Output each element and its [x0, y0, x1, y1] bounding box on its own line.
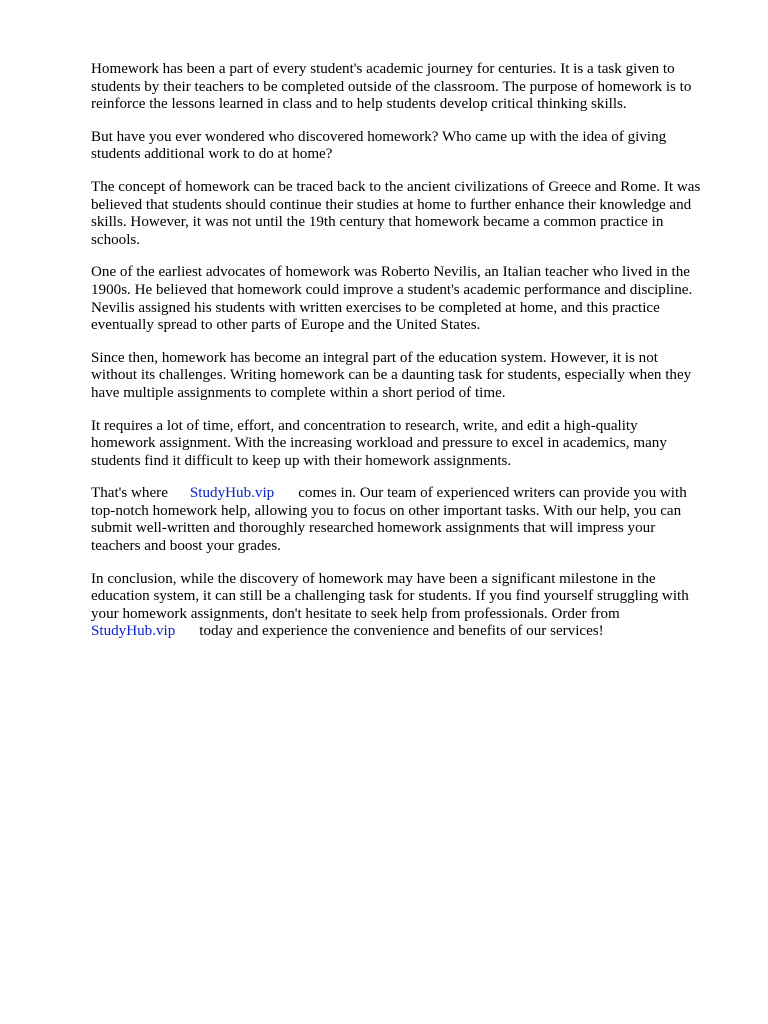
- text-line: Nevilis assigned his students with written exercises to be completed at home, and this practice: [91, 299, 660, 316]
- text-line: reinforce the lessons learned in class and to help students develop critical thinking skills.: [91, 96, 627, 113]
- text-line: believed that students should continue their studies at home to further enhance their knowledge and: [91, 196, 692, 213]
- text-line: Since then, homework has become an integral part of the education system. However, it is not: [91, 349, 658, 366]
- paragraph-intro: [91, 61, 728, 114]
- text-line: One of the earliest advocates of homework was Roberto Nevilis, an Italian teacher who lived in the: [91, 264, 690, 281]
- text-line: eventually spread to other parts of Europe and the United States.: [91, 317, 481, 334]
- text-line: students by their teachers to be completed outside of the classroom. The purpose of homework is to: [91, 78, 692, 95]
- text-line: But have you ever wondered who discovered homework? Who came up with the idea of giving: [91, 128, 667, 145]
- text-line: submit well-written and thoroughly researched homework assignments that will impress your: [91, 520, 656, 537]
- text-line: students find it difficult to keep up with their homework assignments.: [91, 452, 512, 469]
- text-line: 1900s. He believed that homework could improve a student's academic performance and discipline.: [91, 281, 693, 298]
- text-line-with-link: [91, 485, 728, 503]
- text-line: It requires a lot of time, effort, and concentration to research, write, and edit a high-quality: [91, 417, 638, 434]
- text-segment: That's where: [91, 485, 168, 502]
- text-line: skills. However, it was not until the 19th century that homework became a common practice in: [91, 214, 664, 231]
- text-segment: today and experience the convenience and benefits of our services!: [199, 623, 604, 640]
- text-line: In conclusion, while the discovery of homework may have been a significant milestone in the: [91, 570, 656, 587]
- text-line: your homework assignments, don't hesitate to seek help from professionals. Order from: [91, 605, 620, 622]
- text-line: top-notch homework help, allowing you to focus on other important tasks. With our help, you can: [91, 502, 682, 519]
- paragraph-nevilis: [91, 264, 728, 334]
- paragraph-origins: [91, 179, 728, 249]
- text-line: education system, it can still be a challenging task for students. If you find yourself struggling with: [91, 588, 689, 605]
- text-line: The concept of homework can be traced back to the ancient civilizations of Greece and Rome. It was: [91, 178, 701, 195]
- studyhub-link[interactable]: StudyHub.vip: [91, 623, 176, 640]
- paragraph-conclusion: [91, 571, 728, 641]
- text-line: have multiple assignments to complete within a short period of time.: [91, 384, 506, 401]
- text-line: schools.: [91, 231, 141, 248]
- text-line: students additional work to do at home?: [91, 146, 333, 163]
- studyhub-link[interactable]: StudyHub.vip: [189, 485, 275, 502]
- paragraph-promo: [91, 485, 728, 555]
- paragraph-effort: [91, 418, 728, 471]
- paragraph-question: [91, 129, 728, 164]
- text-line: teachers and boost your grades.: [91, 538, 281, 555]
- text-line: Homework has been a part of every student's academic journey for centuries. It is a task given to: [91, 61, 675, 77]
- text-segment: comes in. Our team of experienced writers can provide you with: [298, 485, 687, 502]
- text-line: without its challenges. Writing homework can be a daunting task for students, especially when they: [91, 367, 692, 384]
- text-line-with-link: [91, 623, 728, 641]
- text-line: homework assignment. With the increasing workload and pressure to excel in academics, many: [91, 435, 667, 452]
- paragraph-challenges: [91, 350, 728, 403]
